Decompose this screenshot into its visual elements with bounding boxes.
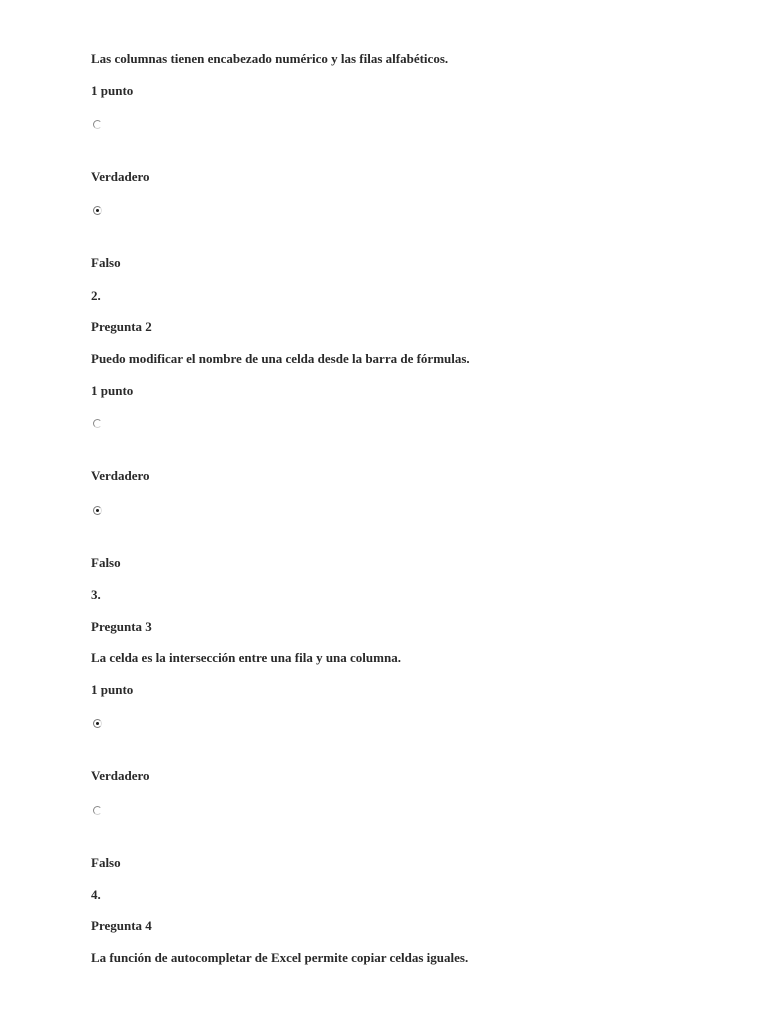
question-1-text: Las columnas tienen encabezado numérico y las filas alfabéticos. [91,51,449,66]
question-2-number: 2. [91,288,101,303]
question-3-option-verdadero-label: Verdadero [91,768,150,783]
question-2-option-verdadero-radio[interactable] [93,419,102,428]
question-4-title: Pregunta 4 [91,918,152,933]
question-2-text: Puedo modificar el nombre de una celda desde la barra de fórmulas. [91,351,470,366]
question-2-option-verdadero-label: Verdadero [91,468,150,483]
question-2-option-falso-radio[interactable] [93,506,102,515]
question-3-option-verdadero-radio[interactable] [93,719,102,728]
question-1-option-falso-radio[interactable] [93,206,102,215]
question-3-text: La celda es la intersección entre una fila y una columna. [91,650,401,665]
question-4-text: La función de autocompletar de Excel permite copiar celdas iguales. [91,950,469,965]
question-2-points: 1 punto [91,383,134,398]
question-3-option-falso-label: Falso [91,855,121,870]
question-1-option-verdadero-radio[interactable] [93,120,102,129]
question-3-points: 1 punto [91,682,134,697]
question-3-option-falso-radio[interactable] [93,806,102,815]
question-1-points: 1 punto [91,83,134,98]
question-2-title: Pregunta 2 [91,319,152,334]
question-1-option-falso-label: Falso [91,255,121,270]
question-3-number: 3. [91,587,101,602]
question-3-title: Pregunta 3 [91,619,152,634]
question-1-option-verdadero-label: Verdadero [91,169,150,184]
question-2-option-falso-label: Falso [91,555,121,570]
question-4-number: 4. [91,887,101,902]
